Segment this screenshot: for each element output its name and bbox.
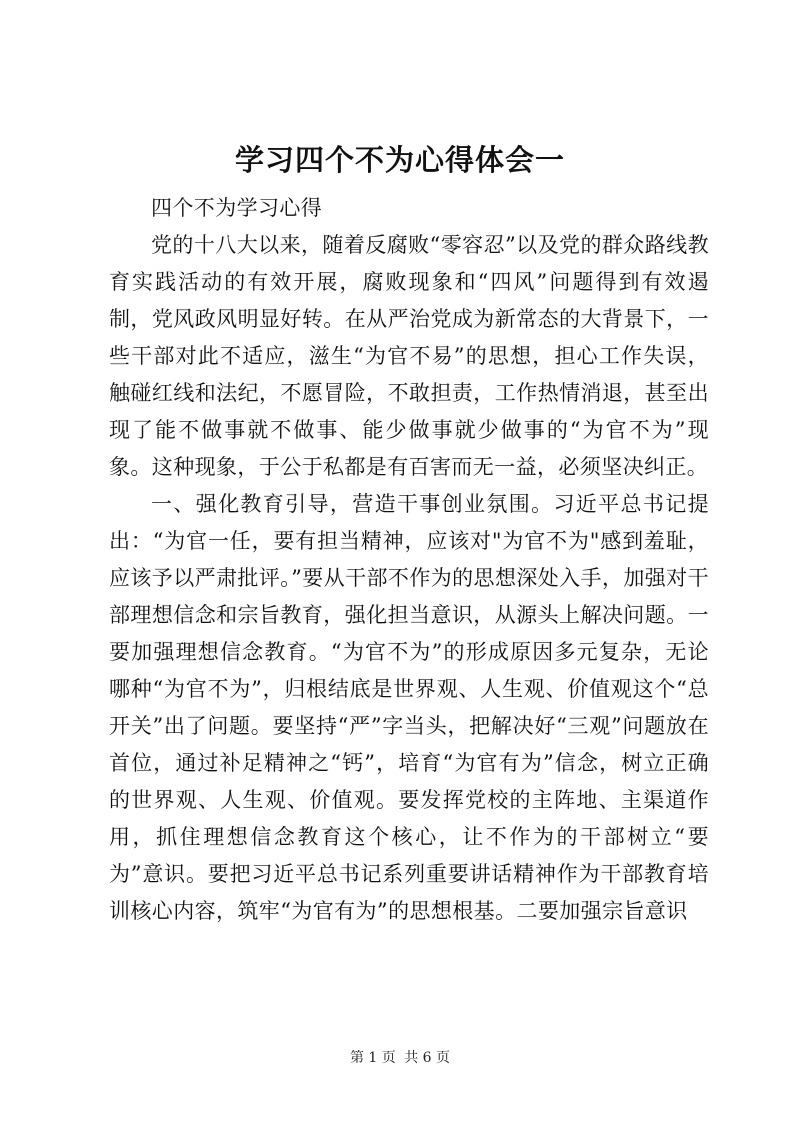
page-footer [0, 1048, 800, 1068]
subtitle-paragraph: 四个不为学习心得 [151, 196, 323, 220]
page-total: 共 6 页 [404, 1050, 451, 1066]
body-paragraph-2: 一、强化教育引导，营造干事创业氛围。习近平总书记提出：“为官一任，要有担当精神，应该对"为官不为"感到羞耻，应该予以严肃批评。”要从干部不作为的思想深处入手，加强对干部理想信念和宗旨教育，强化担当意识，从源头上解决问题。一要加强理想信念教育。“为官不为”的形成原因多元复杂，无论哪种“为官不为”，归根结底是世界观、人生观、价值观这个“总开关”出了问题。要坚持“严”字当头，把解决好“三观”问题放在首位，通过补足精神之“钙”，培育“为官有为”信念，树立正确的世界观、人生观、价值观。要发挥党校的主阵地、主渠道作用，抓住理想信念教育这个核心，让不作为的干部树立“要为”意识。要把习近平总书记系列重要讲话精神作为干部教育培训核心内容，筑牢“为官有为”的思想根基。二要加强宗旨意识 [109, 492, 709, 923]
document-body [109, 190, 709, 930]
document-title: 学习四个不为心得体会一 [234, 143, 565, 177]
body-paragraph-1: 党的十八大以来，随着反腐败“零容忍”以及党的群众路线教育实践活动的有效开展，腐败现象和“四风”问题得到有效遏制，党风政风明显好转。在从严治党成为新常态的大背景下，一些干部对此不适应，滋生“为官不易”的思想，担心工作失误，触碰红线和法纪，不愿冒险，不敢担责，工作热情消退，甚至出现了能不做事就不做事、能少做事就少做事的“为官不为”现象。这种现象，于公于私都是有百害而无一益，必须坚决纠正。 [109, 233, 709, 479]
page-number: 第 1 页 [349, 1050, 396, 1066]
